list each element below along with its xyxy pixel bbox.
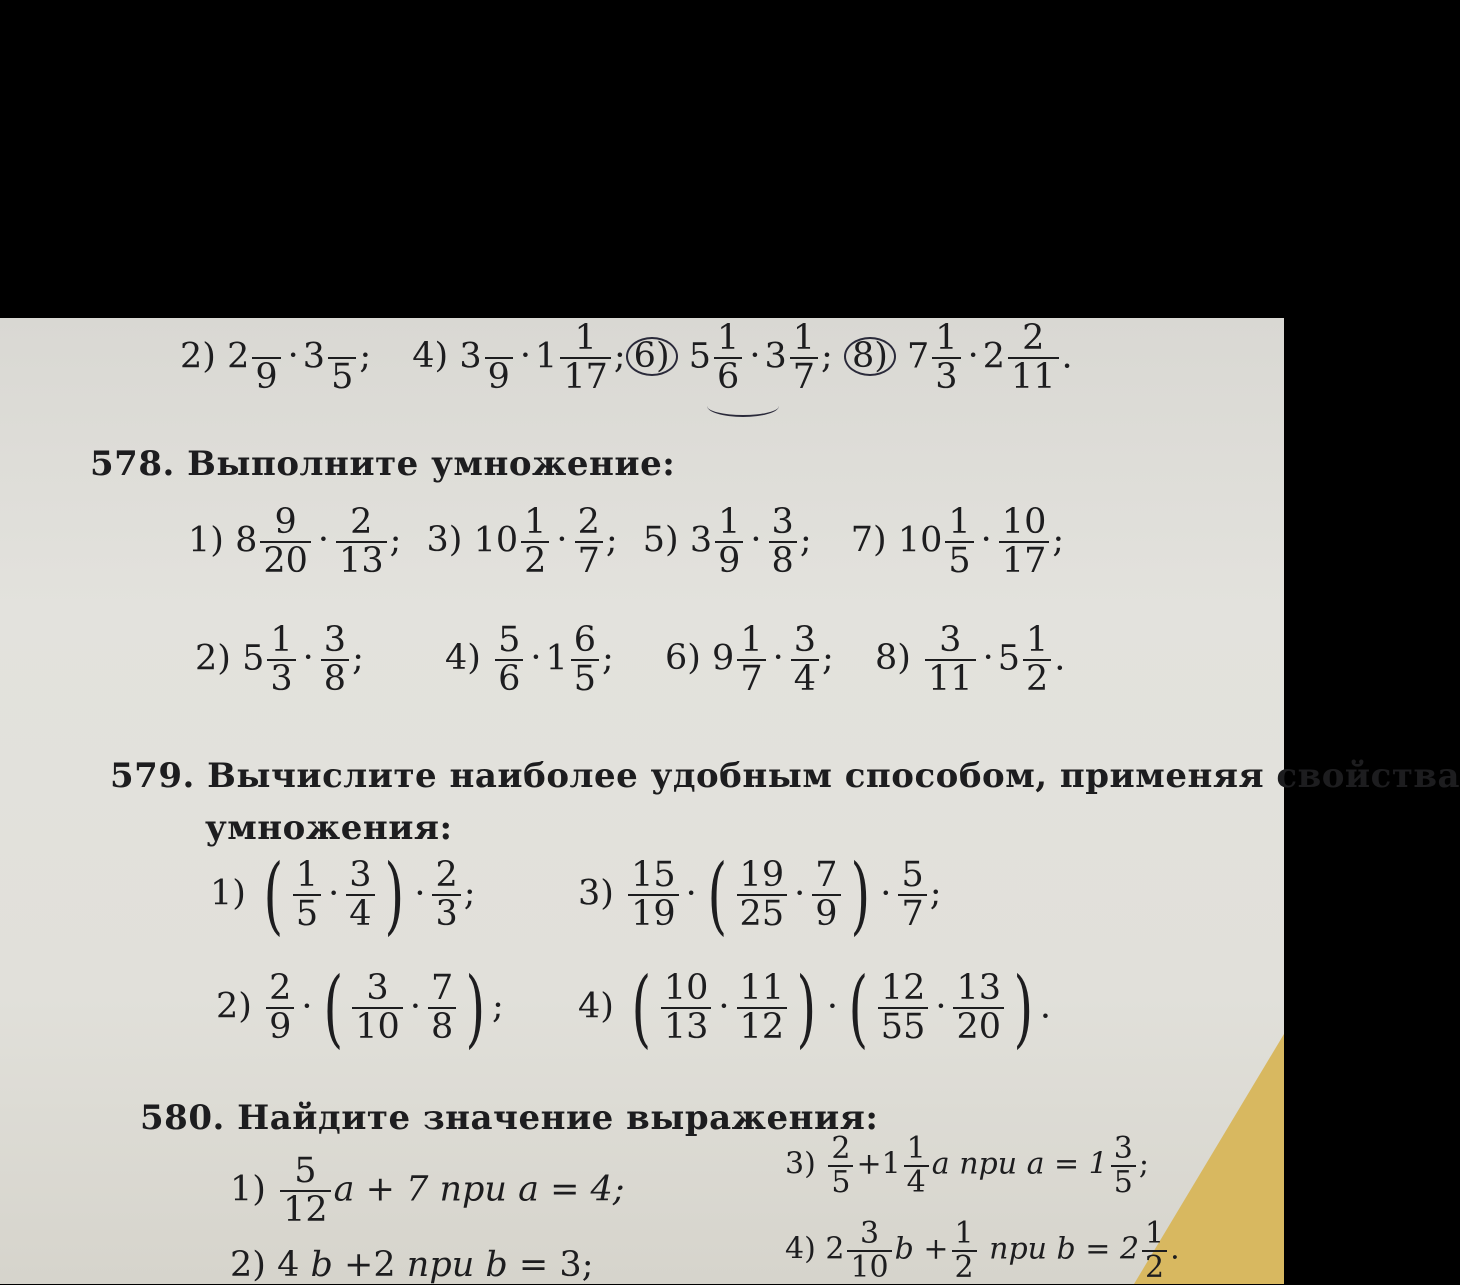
pen-underline-mark bbox=[707, 395, 779, 417]
fraction: $\frac{1}{5}$ bbox=[293, 857, 321, 933]
fraction: $\frac{1}{3}$ bbox=[932, 320, 960, 396]
fraction: $\frac{9}{20}$ bbox=[260, 504, 311, 580]
fraction: $\frac{2}{3}$ bbox=[432, 857, 460, 933]
fraction: $\frac{11}{12}$ bbox=[737, 970, 788, 1046]
exercise-580-item-3: 3) $\frac{2}{5}$ +1 $\frac{1}{4}$ a при a = 1 $\frac{3}{5}$ ; bbox=[785, 1131, 1149, 1200]
fraction: $\frac{1}{2}$ bbox=[952, 1218, 977, 1283]
fraction: $\frac{3}{8}$ bbox=[321, 622, 349, 698]
exercise-579-item-2: 2) $\frac{2}{9}$ · ( $\frac{3}{10}$ · $\frac{7}{8}$ ) ; bbox=[216, 959, 504, 1057]
fraction: $\frac{2}{9}$ bbox=[266, 970, 294, 1046]
circled-item-label: 8) bbox=[844, 337, 896, 376]
fraction: $\frac{1}{2}$ bbox=[1142, 1218, 1167, 1283]
exercise-579-item-4: 4) ( $\frac{10}{13}$ · $\frac{11}{12}$ ) · ( $\frac{12}{55}$ · $\frac{13}{20}$ ) . bbox=[578, 959, 1051, 1057]
exercise-578-row-2: 2) 5 $\frac{1}{3}$ · $\frac{3}{8}$ ; 4) $\frac{5}{6}$ · 1 $\frac{6}{5}$ ; 6) 9 $\frac{1}{7}$ · $\frac{3}{4}$ ; 8) $\frac{3}{11}$ · 5 $\frac{1}{2}$ . bbox=[195, 620, 1066, 699]
fraction: $\frac{1}{5}$ bbox=[945, 504, 973, 580]
fraction: $\frac{2}{5}$ bbox=[828, 1133, 853, 1198]
exercise-580-item-2: 2) 4 b +2 при b = 3; bbox=[230, 1245, 594, 1285]
fraction: $\frac{12}{55}$ bbox=[878, 970, 929, 1046]
exercise-579-heading: 579. Вычислите наиболее удобным способом, применяя свойства bbox=[110, 756, 1460, 796]
exercise-578-heading: 578. Выполните умножение: bbox=[90, 444, 676, 484]
exercise-580-item-4: 4) 2 $\frac{3}{10}$ b + $\frac{1}{2}$ при b = 2 $\frac{1}{2}$ . bbox=[785, 1216, 1180, 1285]
fraction: $\frac{3}{11}$ bbox=[925, 622, 976, 698]
fraction: $\frac{10}{17}$ bbox=[999, 504, 1050, 580]
item-label: 2) bbox=[180, 336, 216, 377]
fraction: 5 bbox=[328, 320, 356, 396]
textbook-page bbox=[0, 318, 1460, 1285]
fraction: $\frac{15}{19}$ bbox=[628, 857, 679, 933]
fraction: $\frac{5}{12}$ bbox=[280, 1153, 331, 1229]
fraction: $\frac{3}{8}$ bbox=[769, 504, 797, 580]
fraction: $\frac{1}{3}$ bbox=[267, 622, 295, 698]
fraction: $\frac{3}{10}$ bbox=[847, 1218, 891, 1283]
fraction: $\frac{6}{5}$ bbox=[571, 622, 599, 698]
fraction: 9 bbox=[252, 320, 280, 396]
fraction: $\frac{5}{6}$ bbox=[495, 622, 523, 698]
circled-item-label: 6) bbox=[626, 337, 678, 376]
fraction: $\frac{7}{9}$ bbox=[812, 857, 840, 933]
fraction: $\frac{2}{13}$ bbox=[336, 504, 387, 580]
fraction: $\frac{1}{6}$ bbox=[714, 320, 742, 396]
exercise-578-row-1: 1) 8 $\frac{9}{20}$ · $\frac{2}{13}$ ; 3) 10 $\frac{1}{2}$ · $\frac{2}{7}$ ; 5) 3 $\frac{1}{9}$ · $\frac{3}{8}$ ; 7) 10 $\frac{1}{5}$ · $\frac{10}{17}$ ; bbox=[188, 502, 1065, 581]
exercise-579-item-3: 3) $\frac{15}{19}$ · ( $\frac{19}{25}$ · $\frac{7}{9}$ ) · $\frac{5}{7}$ ; bbox=[578, 846, 942, 944]
fraction: $\frac{10}{13}$ bbox=[661, 970, 712, 1046]
fraction: $\frac{3}{10}$ bbox=[352, 970, 403, 1046]
exercise-579-heading-line-2: умножения: bbox=[205, 808, 453, 848]
fraction: $\frac{3}{4}$ bbox=[346, 857, 374, 933]
exercise-580-item-1: 1) $\frac{5}{12}$ a + 7 при a = 4; bbox=[230, 1151, 625, 1230]
fraction: $\frac{1}{9}$ bbox=[715, 504, 743, 580]
fraction: $\frac{1}{7}$ bbox=[790, 320, 818, 396]
fraction: 9 bbox=[485, 320, 513, 396]
item-label: 4) bbox=[412, 336, 449, 377]
fraction: $\frac{7}{8}$ bbox=[428, 970, 456, 1046]
fraction: $\frac{1}{2}$ bbox=[521, 504, 549, 580]
exercise-580-heading: 580. Найдите значение выражения: bbox=[140, 1098, 879, 1138]
fraction: $\frac{1}{17}$ bbox=[560, 320, 611, 396]
fraction: $\frac{3}{4}$ bbox=[791, 622, 819, 698]
fraction: $\frac{2}{11}$ bbox=[1008, 320, 1059, 396]
fraction: $\frac{13}{20}$ bbox=[953, 970, 1004, 1046]
fraction: $\frac{1}{7}$ bbox=[737, 622, 765, 698]
fraction: $\frac{19}{25}$ bbox=[737, 857, 788, 933]
fraction: $\frac{1}{4}$ bbox=[904, 1133, 929, 1198]
fraction: $\frac{2}{7}$ bbox=[575, 504, 603, 580]
previous-exercise-line: 2) 2 9 · 3 5 ; 4) 3 9 · 1 $\frac{1}{17}$ ; 6) 5 $\frac{1}{6}$ · 3 $\frac{1}{7}$ ; 8) 7 $\frac{1}{3}$ · 2 $\frac{2}{11}$ . bbox=[180, 318, 1073, 397]
fraction: $\frac{3}{5}$ bbox=[1111, 1133, 1136, 1198]
fraction: $\frac{1}{2}$ bbox=[1023, 622, 1051, 698]
fraction: $\frac{5}{7}$ bbox=[898, 857, 926, 933]
exercise-579-item-1: 1) ( $\frac{1}{5}$ · $\frac{3}{4}$ ) · $\frac{2}{3}$ ; bbox=[210, 846, 476, 944]
